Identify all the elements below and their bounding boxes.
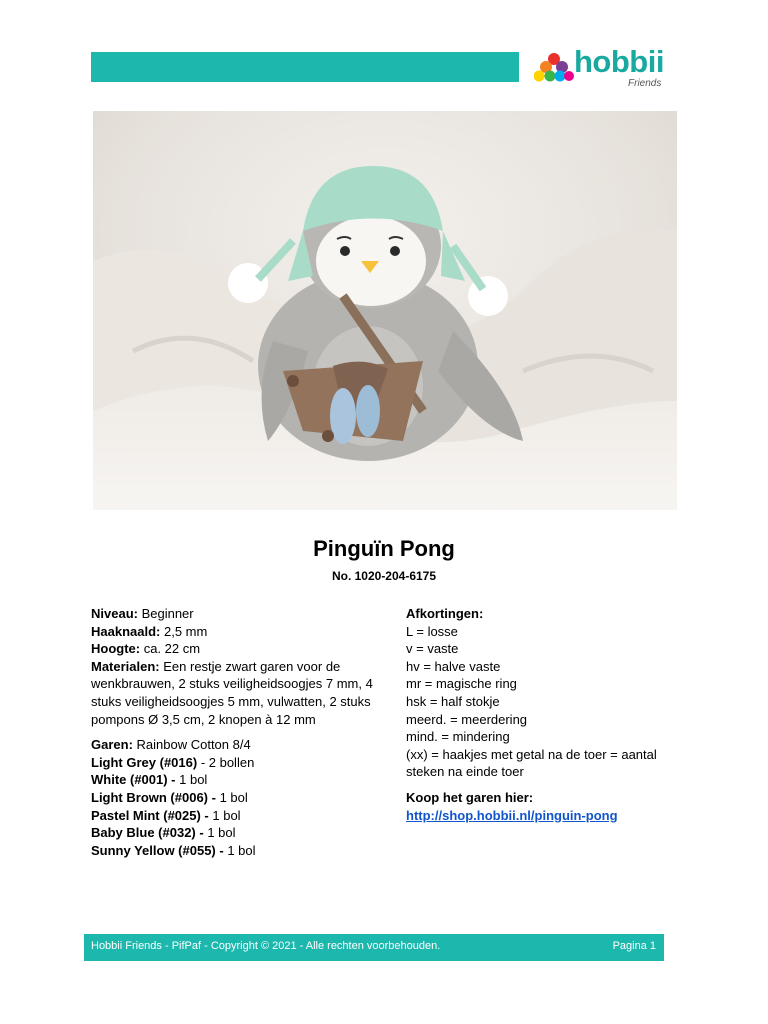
- brand-sub: Friends: [628, 78, 662, 89]
- yarn-color-item: Light Grey (#016) - 2 bollen: [91, 754, 255, 770]
- yarn-balls-icon: [534, 50, 574, 84]
- footer-page-number: Pagina 1: [612, 940, 656, 952]
- abbreviation-item: mr = magische ring: [406, 676, 517, 692]
- shop-link[interactable]: http://shop.hobbii.nl/pinguin-pong: [406, 807, 618, 823]
- garen-line: Garen: Rainbow Cotton 8/4: [91, 737, 251, 753]
- niveau-line: Niveau: Beginner: [91, 606, 194, 621]
- details-column: [91, 605, 381, 859]
- abbreviations-column: [406, 605, 676, 824]
- hobbii-logo: [534, 44, 684, 92]
- header-accent-bar: [91, 52, 519, 82]
- abbreviation-item: hsk = half stokje: [406, 693, 500, 709]
- yarn-color-item: White (#001) - 1 bol: [91, 772, 208, 788]
- pattern-number: No. 1020-204-6175: [331, 569, 437, 583]
- abbreviation-item: hv = halve vaste: [406, 658, 501, 674]
- abbreviation-item: L = losse: [406, 623, 458, 639]
- materialen-line: Materialen: Een restje zwart garen voor de wenkbrauwen, 2 stuks veiligheidsoogjes 7 mm, 4 stuks veiligheidsoogjes 5 mm, vulwatten, 2 stuks pompons Ø 3,5 cm, 2 knopen à 12 mm: [91, 658, 373, 727]
- abbreviation-item: meerd. = meerdering: [406, 711, 528, 727]
- brand-name: hobbii: [574, 44, 664, 79]
- footer-bar: [84, 934, 664, 961]
- haaknaald-line: Haaknaald: 2,5 mm: [91, 623, 208, 639]
- yarn-color-item: Sunny Yellow (#055) - 1 bol: [91, 842, 256, 858]
- hoogte-line: Hoogte: ca. 22 cm: [91, 641, 201, 657]
- shop-heading: Koop het garen hier:: [406, 789, 534, 805]
- yarn-color-item: Baby Blue (#032) - 1 bol: [91, 825, 236, 841]
- yarn-color-item: Light Brown (#006) - 1 bol: [91, 789, 248, 805]
- abbreviation-item: (xx) = haakjes met getal na de toer = aantal steken na einde toer: [406, 746, 657, 780]
- yarn-color-item: Pastel Mint (#025) - 1 bol: [91, 807, 241, 823]
- footer-copyright: Hobbii Friends - PifPaf - Copyright © 2021 - Alle rechten voorbehouden.: [91, 940, 441, 952]
- pattern-title: Pinguïn Pong: [313, 536, 455, 561]
- penguin-photo: [93, 111, 677, 510]
- abbreviation-item: mind. = mindering: [406, 729, 510, 745]
- abbreviation-item: v = vaste: [406, 641, 459, 657]
- abbreviations-heading: Afkortingen:: [406, 606, 484, 621]
